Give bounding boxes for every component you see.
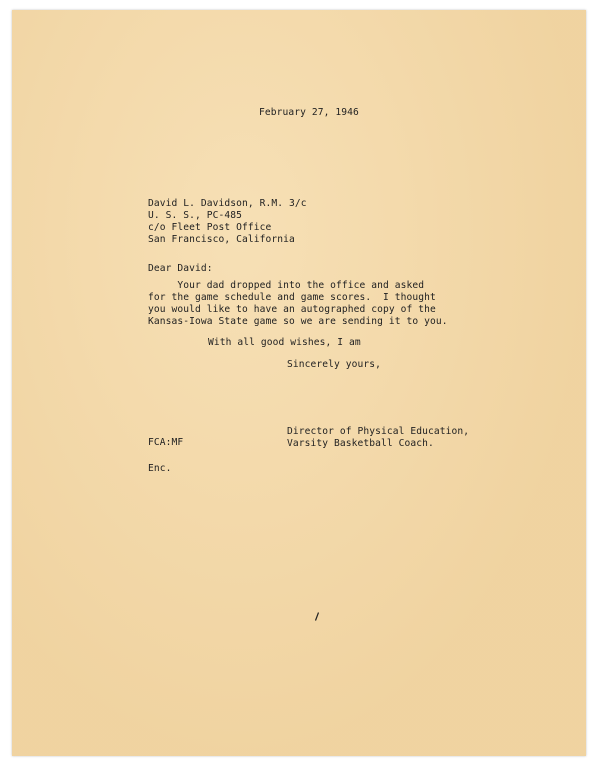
body-line-4: Kansas-Iowa State game so we are sending it to you. xyxy=(148,316,448,327)
salutation: Dear David: xyxy=(148,263,213,274)
enclosure-note: Enc. xyxy=(148,463,172,474)
recipient-line-2: U. S. S., PC-485 xyxy=(148,210,243,221)
good-wishes-line: With all good wishes, I am xyxy=(208,337,361,348)
pen-mark xyxy=(315,612,319,621)
recipient-line-1: David L. Davidson, R.M. 3/c xyxy=(148,198,307,209)
body-line-2: for the game schedule and game scores. I thought xyxy=(148,292,436,303)
body-line-3: you would like to have an autographed copy of the xyxy=(148,304,436,315)
closing: Sincerely yours, xyxy=(287,359,382,370)
recipient-line-3: c/o Fleet Post Office xyxy=(148,222,272,233)
recipient-line-4: San Francisco, California xyxy=(148,234,295,245)
letter-date: February 27, 1946 xyxy=(259,107,359,118)
signature-title-line-1: Director of Physical Education, xyxy=(287,426,470,437)
body-line-1: Your dad dropped into the office and asked xyxy=(148,280,425,291)
letter-page xyxy=(12,10,586,756)
signature-title-line-2: Varsity Basketball Coach. xyxy=(287,438,434,449)
typist-initials: FCA:MF xyxy=(148,437,184,448)
